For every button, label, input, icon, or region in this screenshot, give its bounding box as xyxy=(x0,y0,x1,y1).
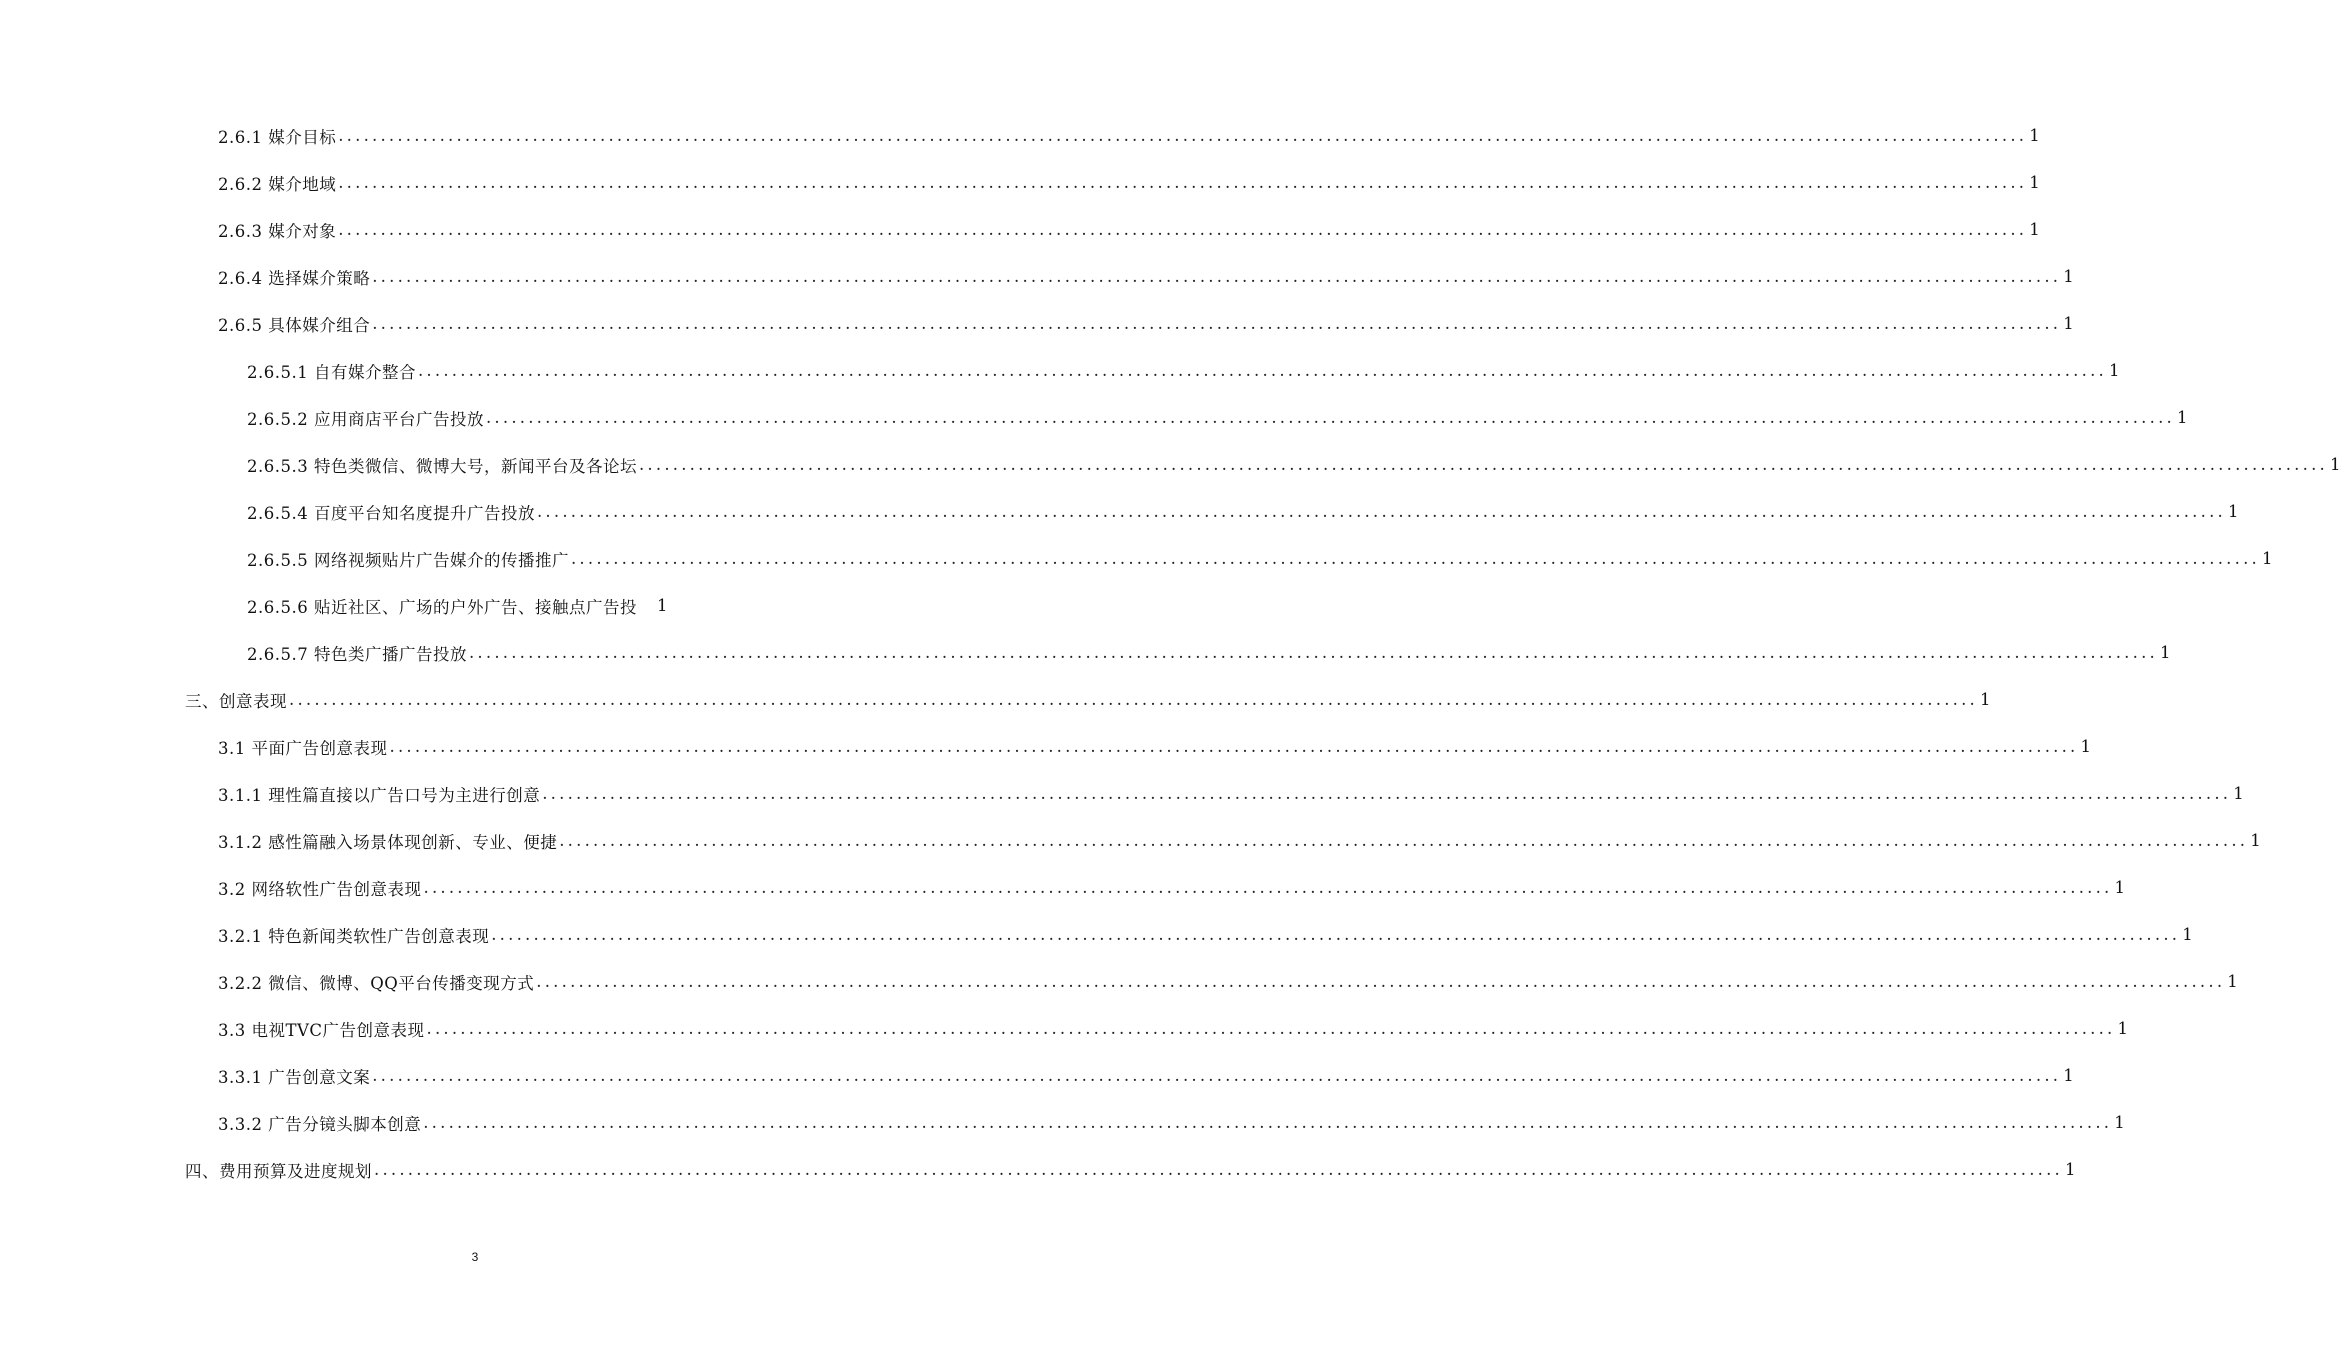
toc-leader-dots: ........................................................................................................................................................................................................ xyxy=(372,314,2062,333)
toc-entry-title: 三、创意表现 xyxy=(185,688,287,712)
toc-entry[interactable] xyxy=(0,159,2041,206)
toc-leader-dots: ........................................................................................................................................................................................................ xyxy=(389,737,2079,756)
toc-entry-page: 1 xyxy=(2227,972,2239,991)
toc-entry-title: 3.3 电视TVC广告创意表现 xyxy=(218,1017,425,1041)
toc-entry[interactable] xyxy=(0,488,2239,535)
toc-entry[interactable] xyxy=(0,206,2041,253)
toc-entry-title: 2.6.5.2 应用商店平台广告投放 xyxy=(247,406,484,430)
toc-leader-dots: ........................................................................................................................................................................................................ xyxy=(372,1066,2062,1085)
toc-leader-dots: ........................................................................................................................................................................................................ xyxy=(536,502,2226,521)
toc-leader-dots: ........................................................................................................................................................................................................ xyxy=(559,831,2249,850)
toc-entry-title: 3.1.2 感性篇融入场景体现创新、专业、便捷 xyxy=(218,829,557,853)
toc-entry[interactable] xyxy=(0,723,2092,770)
toc-entry-title: 2.6.4 选择媒介策略 xyxy=(218,265,370,289)
toc-entry-page: 1 xyxy=(656,596,668,615)
toc-entry-page: 1 xyxy=(2233,784,2245,803)
toc-entry[interactable] xyxy=(0,582,810,629)
toc-entry-title: 3.1.1 理性篇直接以广告口号为主进行创意 xyxy=(218,782,540,806)
toc-leader-dots: ........................................................................................................................................................................................................ xyxy=(570,549,2260,568)
toc-entry-page: 1 xyxy=(2250,831,2262,850)
toc-entry[interactable] xyxy=(0,347,2120,394)
toc-entry-page: 1 xyxy=(2063,314,2075,333)
toc-entry[interactable] xyxy=(0,864,2126,911)
toc-entry-title: 2.6.2 媒介地域 xyxy=(218,171,336,195)
toc-leader-dots: ........................................................................................................................................................................................................ xyxy=(423,1113,2113,1132)
toc-entry-title: 2.6.3 媒介对象 xyxy=(218,218,336,242)
toc-leader-dots: ........................................................................................................................................................................................................ xyxy=(338,220,2028,239)
toc-entry-title: 3.1 平面广告创意表现 xyxy=(218,735,388,759)
toc-leader-dots: ........................................................................................................................................................................................................ xyxy=(338,126,2028,145)
toc-entry-page: 1 xyxy=(2029,220,2041,239)
toc-entry-title: 2.6.5.5 网络视频贴片广告媒介的传播推广 xyxy=(247,547,569,571)
toc-entry[interactable] xyxy=(0,911,2194,958)
toc-entry[interactable] xyxy=(0,112,2041,159)
toc-entry[interactable] xyxy=(0,1052,2075,1099)
toc-entry-page: 1 xyxy=(2329,455,2341,474)
toc-entry-page: 1 xyxy=(2227,502,2239,521)
toc-entry[interactable] xyxy=(0,1005,2129,1052)
page-number: 3 xyxy=(471,1250,479,1264)
toc-entry-page: 1 xyxy=(2064,1160,2076,1179)
toc-entry[interactable] xyxy=(0,817,2262,864)
toc-leader-dots: ........................................................................................................................................................................................................ xyxy=(289,690,1978,709)
toc-leader-dots: ........................................................................................................................................................................................................ xyxy=(374,1160,2063,1179)
toc-leader-dots: ........................................................................................................................................................................................................ xyxy=(417,361,2107,380)
toc-entry-page: 1 xyxy=(2029,126,2041,145)
toc-entry-page: 1 xyxy=(2108,361,2120,380)
toc-entry-page: 1 xyxy=(1979,690,1991,709)
toc-entry[interactable] xyxy=(0,958,2239,1005)
toc-entry[interactable] xyxy=(0,1099,2126,1146)
toc-entry-page: 1 xyxy=(2114,1113,2126,1132)
toc-entry[interactable] xyxy=(0,253,2075,300)
toc-leader-dots: ........................................................................................................................................................................................................ xyxy=(638,455,2328,474)
toc-entry[interactable] xyxy=(0,770,2245,817)
toc-leader-dots: ........................................................................................................................................................................................................ xyxy=(542,784,2232,803)
toc-leader-dots: ........................................................................................................................................................................................................ xyxy=(423,878,2113,897)
toc-entry-title: 2.6.5.7 特色类广播广告投放 xyxy=(247,641,467,665)
toc-entry[interactable] xyxy=(0,676,1991,723)
toc-entry-title: 四、费用预算及进度规划 xyxy=(185,1158,372,1182)
toc-leader-dots: ........................................................................................................................................................................................................ xyxy=(536,972,2226,991)
toc-entry[interactable] xyxy=(0,535,2273,582)
toc-leader-dots: ........................................................................................................................................................................................................ xyxy=(372,267,2062,286)
toc-entry-page: 1 xyxy=(2114,878,2126,897)
toc-entry-title: 2.6.1 媒介目标 xyxy=(218,124,336,148)
toc-entry-page: 1 xyxy=(2261,549,2273,568)
toc-entry-title: 3.2 网络软性广告创意表现 xyxy=(218,876,422,900)
toc-leader-dots: ........................................................................................................................................................................................................ xyxy=(485,408,2175,427)
toc-leader-dots: ........................................................................................................................................................................................................ xyxy=(426,1019,2116,1038)
toc-entry-page: 1 xyxy=(2080,737,2092,756)
toc-entry-page: 1 xyxy=(2063,1066,2075,1085)
toc-entry-title: 2.6.5 具体媒介组合 xyxy=(218,312,370,336)
table-of-contents xyxy=(0,112,2341,1193)
toc-entry-page: 1 xyxy=(2063,267,2075,286)
toc-entry-page: 1 xyxy=(2117,1019,2129,1038)
toc-entry[interactable] xyxy=(0,1146,2076,1193)
toc-entry[interactable] xyxy=(0,441,2341,488)
toc-entry-title: 2.6.5.3 特色类微信、微博大号，新闻平台及各论坛 xyxy=(247,453,637,477)
toc-entry-title: 2.6.5.6 贴近社区、广场的户外广告、接触点广告投 xyxy=(247,594,637,618)
toc-leader-dots: ........................................................................................................................................................................................................ xyxy=(338,173,2028,192)
toc-entry[interactable] xyxy=(0,300,2075,347)
toc-entry-page: 1 xyxy=(2159,643,2171,662)
toc-entry[interactable] xyxy=(0,629,2171,676)
toc-entry-title: 3.2.1 特色新闻类软性广告创意表现 xyxy=(218,923,489,947)
toc-entry-title: 3.2.2 微信、微博、QQ平台传播变现方式 xyxy=(218,970,534,994)
toc-entry-page: 1 xyxy=(2182,925,2194,944)
toc-entry-title: 3.3.1 广告创意文案 xyxy=(218,1064,370,1088)
toc-entry[interactable] xyxy=(0,394,2188,441)
toc-entry-page: 1 xyxy=(2176,408,2188,427)
toc-entry-title: 2.6.5.1 自有媒介整合 xyxy=(247,359,416,383)
toc-leader-dots: ........................................................................................................................................................................................................ xyxy=(491,925,2181,944)
toc-entry-page: 1 xyxy=(2029,173,2041,192)
toc-entry-title: 3.3.2 广告分镜头脚本创意 xyxy=(218,1111,421,1135)
toc-entry-title: 2.6.5.4 百度平台知名度提升广告投放 xyxy=(247,500,535,524)
toc-leader-dots: ........................................................................................................................................................................................................ xyxy=(468,643,2158,662)
